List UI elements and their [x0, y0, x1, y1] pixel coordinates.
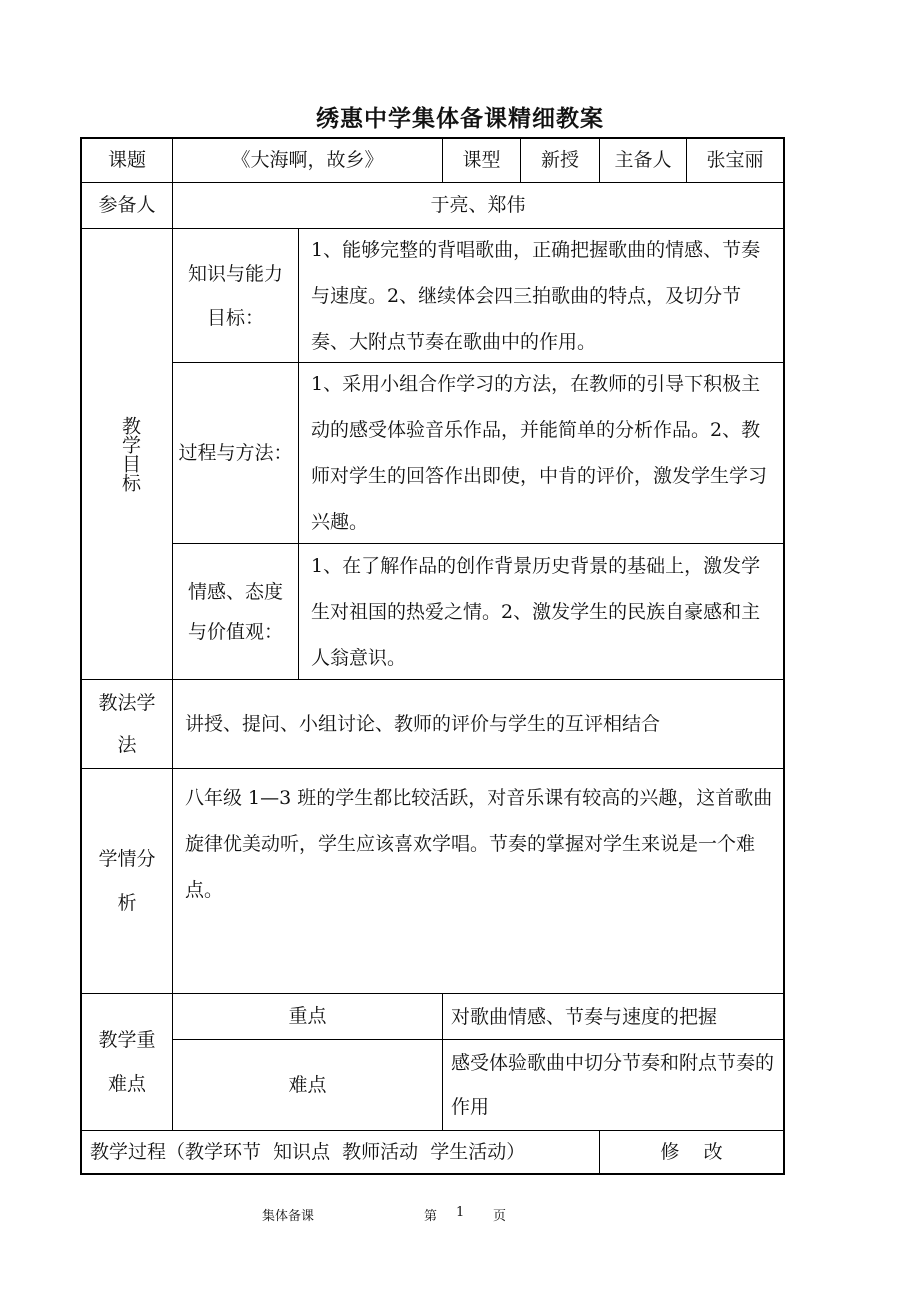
- difficult-point-label: 难点: [288, 1073, 327, 1096]
- methods-label: 教法学法: [98, 692, 156, 756]
- objectives-label-text: 教学目标: [119, 416, 141, 492]
- lead-teacher-label: 主备人: [614, 149, 672, 172]
- objective-process-text: 1、采用小组合作学习的方法，在教师的引导下积极主动的感受体验音乐作品，并能简单的分析作品。2、教师对学生的回答作出即使，中肯的评价，激发学生学习兴趣。: [311, 373, 768, 533]
- objective-knowledge-label: 知识与能力目标：: [187, 262, 283, 329]
- footer-page-prefix: 第: [424, 1209, 438, 1224]
- key-points-label: 教学重难点: [98, 1029, 156, 1095]
- type-value: 新授: [540, 149, 579, 172]
- objective-emotion-text: 1、在了解作品的创作背景历史背景的基础上，激发学生对祖国的热爱之情。2、激发学生的民族自豪感和主人翁意识。: [311, 554, 761, 669]
- revise-label: 修 改: [660, 1140, 723, 1163]
- objective-emotion-label: 情感、态度与价值观：: [187, 580, 283, 643]
- difficult-point-value: 感受体验歌曲中切分节奏和附点节奏的作用: [451, 1052, 775, 1118]
- methods-value: 讲授、提问、小组讨论、教师的评价与学生的互评相结合: [185, 713, 661, 735]
- lead-teacher-value: 张宝丽: [706, 149, 764, 172]
- key-point-label: 重点: [288, 1005, 327, 1028]
- analysis-value: 八年级 1—3 班的学生都比较活跃，对音乐课有较高的兴趣，这首歌曲旋律优美动听，学生应该喜欢学唱。节奏的掌握对学生来说是一个难点。: [185, 787, 773, 901]
- type-label: 课型: [462, 149, 501, 172]
- topic-value: 《大海啊，故乡》: [231, 149, 384, 172]
- participants-value: 于亮、郑伟: [430, 194, 526, 217]
- process-label: 教学过程（教学环节 知识点 教师活动 学生活动）: [90, 1141, 526, 1163]
- footer-left: 集体备课: [262, 1209, 315, 1224]
- objective-process-label: 过程与方法：: [178, 441, 293, 464]
- document-title: 绣惠中学集体备课精细教案: [316, 105, 604, 132]
- key-point-value: 对歌曲情感、节奏与速度的把握: [451, 1005, 718, 1028]
- topic-label: 课题: [107, 149, 146, 172]
- objective-knowledge-text: 1、能够完整的背唱歌曲，正确把握歌曲的情感、节奏与速度。2、继续体会四三拍歌曲的特点，及切分节奏、大附点节奏在歌曲中的作用。: [311, 238, 761, 353]
- footer-page-number: 1: [456, 1205, 465, 1220]
- footer-page-suffix: 页: [493, 1209, 507, 1224]
- analysis-label: 学情分析: [98, 848, 156, 914]
- objectives-label: [82, 229, 172, 679]
- participants-label: 参备人: [98, 194, 156, 217]
